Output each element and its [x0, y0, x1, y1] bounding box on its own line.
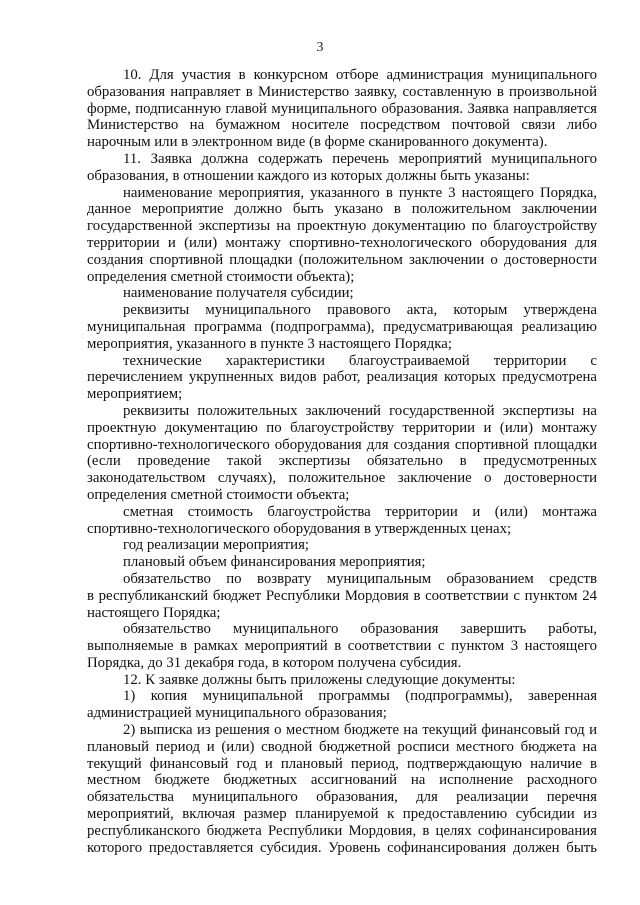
text-line: наименование получателя субсидии;: [123, 285, 354, 302]
text-line: плановый объем финансирования мероприятия;: [123, 554, 426, 571]
text-line: обязательство по возврату муниципальным образованием средств: [123, 570, 597, 587]
text-line: 10. Для участия в конкурсном отборе администрация муниципального: [123, 67, 597, 83]
text-line: мероприятия, указанного в пункте 3 настоящего Порядка;: [87, 335, 452, 352]
text-line: реквизиты муниципального правового акта, которым утверждена: [123, 302, 597, 319]
text-line: мероприятием;: [87, 386, 183, 403]
text-line: (если проведение такой экспертизы обязательно в предусмотренных: [87, 453, 597, 470]
text-line: спортивно-технологического оборудования в утвержденных ценах;: [87, 520, 512, 537]
text-line: перечислением укрупненных видов работ, реализация которых предусмотрена: [87, 369, 597, 386]
text-line: в республиканский бюджет Республики Мордовия в соответствии с пунктом 24: [87, 587, 597, 604]
page-number: 3: [316, 40, 324, 55]
text-line: 2) выписка из решения о местном бюджете на текущий финансовый год и: [123, 722, 597, 739]
text-line: обязательство муниципального образования завершить работы,: [123, 621, 597, 638]
text-line: форме, подписанную главой муниципального образования. Заявка направляется: [87, 100, 597, 117]
text-line: законодательством случаях), положительное заключение о достоверности: [87, 470, 597, 487]
text-line: Порядка, до 31 декабря года, в котором получена субсидия.: [87, 654, 462, 671]
text-line: 11. Заявка должна содержать перечень мероприятий муниципального: [123, 150, 597, 167]
text-line: местном бюджете бюджетных ассигнований на исполнение расходного: [87, 772, 597, 789]
text-line: текущий финансовый год и плановый период, подтверждающую наличие в: [87, 755, 597, 772]
text-line: определения сметной стоимости объекта;: [87, 486, 350, 503]
text-line: Министерство на бумажном носителе посредством почтовой связи либо: [87, 117, 597, 134]
text-line: проектную документацию по благоустройству территории и (или) монтажу: [87, 419, 597, 436]
text-line: мероприятий, включая размер планируемой к предоставлению субсидии из: [87, 806, 597, 823]
text-line: выполняемые в рамках мероприятий в соответствии с пунктом 3 настоящего: [87, 638, 597, 655]
text-line: нарочным или в электронном виде (в форме сканированного документа).: [87, 134, 548, 151]
text-line: обязательства муниципального образования, для реализации перечня: [87, 789, 597, 806]
text-line: технические характеристики благоустраиваемой территории с: [123, 352, 597, 369]
text-line: администрацией муниципального образования;: [87, 705, 387, 722]
text-line: 12. К заявке должны быть приложены следующие документы:: [123, 671, 516, 688]
text-line: муниципальная программа (подпрограмма), предусматривающая реализацию: [87, 318, 597, 335]
text-line: 1) копия муниципальной программы (подпрограммы), заверенная: [123, 688, 597, 705]
text-line: сметная стоимость благоустройства территории и (или) монтажа: [123, 503, 597, 520]
text-line: настоящего Порядка;: [87, 604, 221, 621]
text-line: государственной экспертизы на проектную документацию по благоустройству: [87, 218, 597, 235]
text-line: определения сметной стоимости объекта);: [87, 268, 355, 285]
text-line: образования, в отношении каждого из которых должны быть указаны:: [87, 167, 530, 184]
text-line: создания спортивной площадки (положительном заключении о достоверности: [87, 251, 597, 268]
text-line: образования направляет в Министерство заявку, составленную в произвольной: [87, 83, 597, 100]
text-line: республиканского бюджета Республики Мордовия, в целях софинансирования: [87, 822, 597, 839]
document-body: [87, 67, 597, 856]
text-line: наименование мероприятия, указанного в пункте 3 настоящего Порядка,: [123, 184, 597, 201]
text-line: территории и (или) монтажу спортивно-технологического оборудования для: [87, 234, 597, 251]
text-line: плановый период и (или) сводной бюджетной росписи местного бюджета на: [87, 738, 597, 755]
text-line: год реализации мероприятия;: [123, 537, 309, 554]
text-line: данное мероприятие должно быть указано в положительном заключении: [87, 201, 597, 218]
text-line: спортивно-технологического оборудования для создания спортивной площадки: [87, 436, 597, 453]
text-line: реквизиты положительных заключений государственной экспертизы на: [123, 402, 597, 419]
text-line: которого предоставляется субсидия. Уровень софинансирования должен быть: [87, 839, 597, 856]
